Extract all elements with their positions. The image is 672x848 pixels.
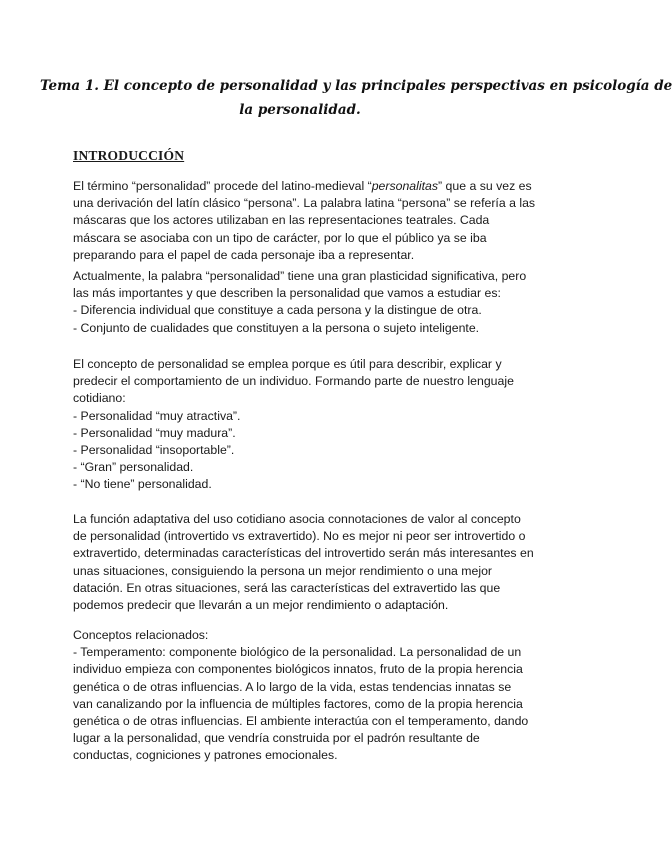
paragraph-line: La función adaptativa del uso cotidiano asocia connotaciones de valor al concepto: [73, 512, 521, 526]
paragraph-adaptive-function: [73, 511, 533, 614]
list-item: - Personalidad “muy madura”.: [73, 425, 236, 440]
list-item: - “Gran” personalidad.: [73, 460, 194, 475]
paragraph-everyday-use: [73, 356, 533, 494]
paragraph-line: las más importantes y que describen la personalidad que vamos a estudiar es:: [73, 286, 501, 301]
paragraph-line: datación. En otras situaciones, será las características del extravertido las que: [73, 580, 501, 595]
paragraph-line: Conceptos relacionados:: [73, 628, 209, 642]
document-title: [40, 74, 672, 122]
list-item: - Personalidad “insoportable”.: [73, 443, 235, 458]
list-item: - Conjunto de cualidades que constituyen a la persona o sujeto inteligente.: [73, 320, 480, 335]
latin-term: personalitas: [371, 179, 439, 193]
list-item: - Personalidad “muy atractiva”.: [73, 408, 241, 423]
paragraph-line: El concepto de personalidad se emplea porque es útil para describir, explicar y: [73, 357, 502, 371]
paragraph-line: una derivación del latín clásico “persona”. La palabra latina “persona” se refería a las: [73, 196, 536, 211]
paragraph-line: lugar a la personalidad, que vendría construida por el padrón resultante de: [73, 731, 480, 746]
paragraph-line: máscara se asociaba con un tipo de carácter, por lo que el público ya se iba: [73, 230, 487, 245]
paragraph-line: máscaras que los actores utilizaban en las representaciones teatrales. Cada: [73, 213, 490, 228]
paragraph-line: genética o de otras influencias. El ambiente interactúa con el temperamento, dando: [73, 714, 529, 729]
paragraph-origin: [73, 178, 536, 264]
paragraph-line: preparando para el papel de cada personaje iba a representar.: [73, 247, 415, 262]
paragraph-line: El término “personalidad” procede del latino-medieval “personalitas” que a su vez es: [73, 179, 532, 193]
paragraph-line: individuo empieza con componentes biológicos innatos, fruto de la propia herencia: [73, 662, 523, 677]
paragraph-related-concepts: [73, 627, 533, 765]
title-line-2: la personalidad.: [239, 102, 361, 118]
paragraph-line: van canalizando por la influencia de múltiples factores, como de la propia herencia: [73, 696, 523, 711]
paragraph-line: conductas, cogniciones y patrones emocionales.: [73, 748, 338, 763]
paragraph-meanings: [73, 268, 533, 337]
paragraph-line: extravertido, determinadas características del introvertido serán más interesantes en: [73, 546, 534, 561]
list-item: - Diferencia individual que constituye a cada persona y la distingue de otra.: [73, 303, 482, 318]
list-item: - “No tiene” personalidad.: [73, 477, 212, 492]
paragraph-line: de personalidad (introvertido vs extravertido). No es mejor ni peor ser introvertido o: [73, 529, 526, 544]
paragraph-line: cotidiano:: [73, 391, 126, 406]
section-heading: INTRODUCCIÓN: [73, 148, 185, 163]
title-line-1: Tema 1. El concepto de personalidad y las principales perspectivas en psicología de: [40, 78, 672, 94]
list-item: - Temperamento: componente biológico de la personalidad. La personalidad de un: [73, 645, 522, 660]
paragraph-line: podemos predecir que llevarán a un mejor rendimiento o adaptación.: [73, 598, 449, 613]
paragraph-line: genética o de otras influencias. A lo largo de la vida, estas tendencias innatas se: [73, 679, 512, 694]
paragraph-line: predecir el comportamiento de un individuo. Formando parte de nuestro lenguaje: [73, 374, 514, 389]
paragraph-line: unas situaciones, consiguiendo la persona un mejor rendimiento o una mejor: [73, 563, 493, 578]
paragraph-line: Actualmente, la palabra “personalidad” tiene una gran plasticidad significativa, pero: [73, 269, 527, 283]
